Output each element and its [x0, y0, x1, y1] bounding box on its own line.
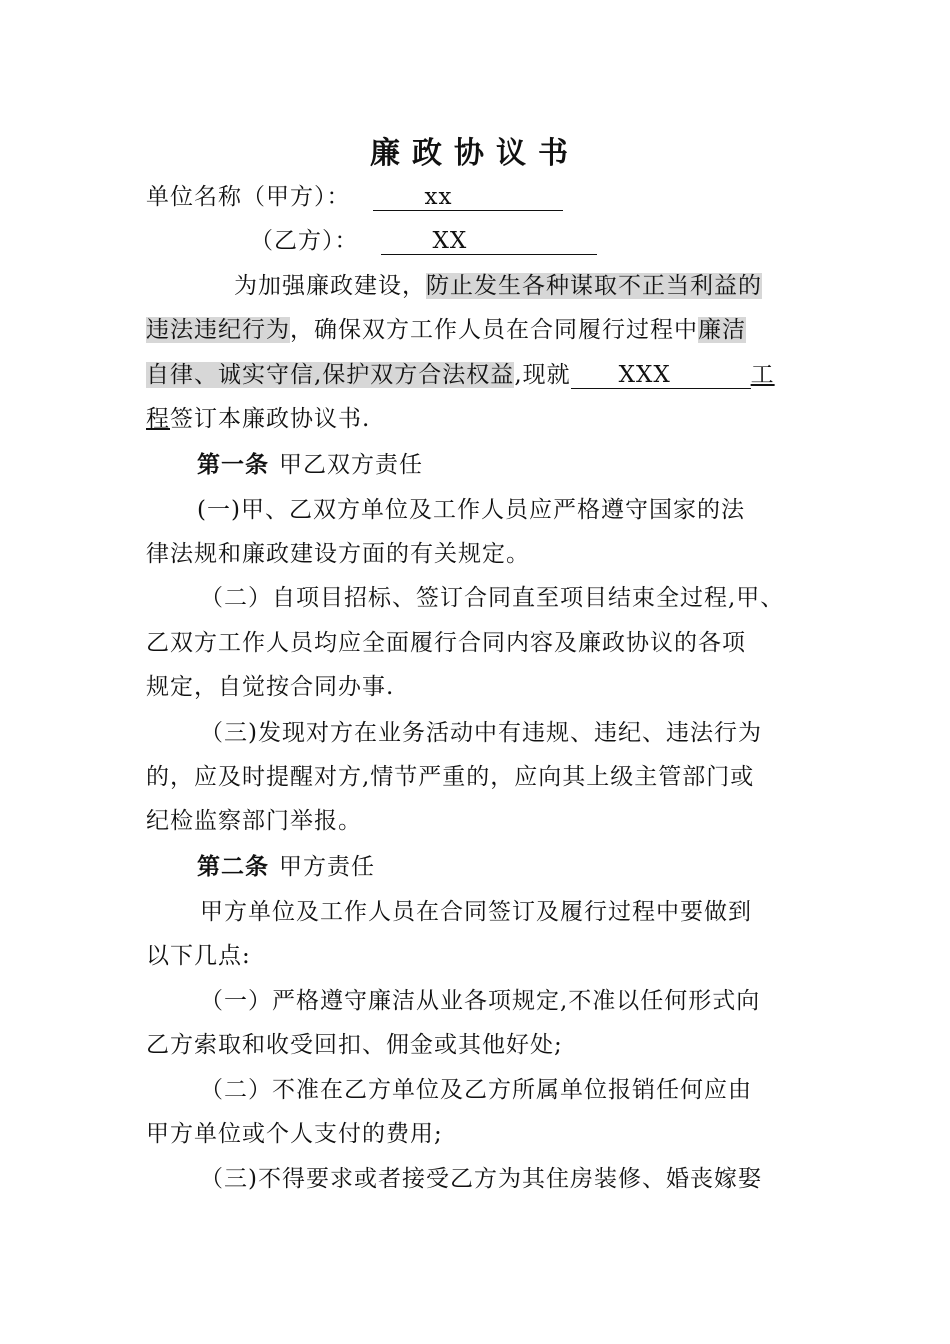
party-a-label: 单位名称（甲方）： [146, 184, 351, 210]
party-b-value: XX [381, 228, 597, 255]
intro-text: ，确保双方工作人员在合同履行过程中 [290, 317, 698, 343]
article-1-heading [197, 450, 423, 480]
intro-highlight: 违法违纪行为 [146, 317, 290, 343]
article-number: 第一条 [197, 451, 269, 478]
article-2-heading [197, 852, 375, 882]
party-b-label: （乙方）： [250, 228, 359, 254]
paragraph-line: 乙双方工作人员均应全面履行合同内容及廉政协议的各项 [146, 630, 746, 656]
intro-line-4 [146, 404, 370, 434]
paragraph-line: 乙方索取和收受回扣、佣金或其他好处; [146, 1032, 563, 1058]
paragraph-line: 甲方单位或个人支付的费用; [146, 1121, 443, 1147]
paragraph-line: 规定，自觉按合同办事. [146, 674, 395, 700]
intro-underlined: 工 [750, 362, 775, 388]
article-title: 甲乙双方责任 [279, 452, 423, 478]
article-number: 第二条 [197, 853, 269, 880]
paragraph-line: 纪检监察部门举报。 [146, 808, 362, 834]
party-b-row [250, 226, 597, 256]
paragraph-line: （三)不得要求或者接受乙方为其住房装修、婚丧嫁娶 [200, 1166, 762, 1192]
party-a-row [146, 182, 563, 212]
intro-text: 为加强廉政建设， [234, 273, 426, 299]
intro-highlight: 廉洁 [698, 317, 746, 343]
article-title: 甲方责任 [279, 854, 375, 880]
intro-underlined: 程 [146, 406, 170, 432]
paragraph-line: 以下几点: [146, 943, 251, 969]
party-a-value: xx [373, 184, 563, 211]
paragraph-line: 的，应及时提醒对方,情节严重的，应向其上级主管部门或 [146, 764, 755, 790]
paragraph-line: （二）不准在乙方单位及乙方所属单位报销任何应由 [200, 1077, 752, 1103]
intro-highlight: 防止发生各种谋取不正当利益的 [426, 273, 762, 299]
paragraph-line: （二）自项目招标、签订合同直至项目结束全过程,甲、 [200, 585, 785, 611]
intro-line-3 [146, 360, 775, 390]
intro-text: ,现就 [514, 362, 571, 388]
paragraph-line: 律法规和廉政建设方面的有关规定。 [146, 541, 530, 567]
paragraph-line: 甲方单位及工作人员在合同签订及履行过程中要做到 [200, 899, 752, 925]
intro-line-1 [234, 271, 762, 301]
paragraph-line: （三)发现对方在业务活动中有违规、违纪、违法行为 [200, 720, 762, 746]
intro-text: 签订本廉政协议书. [170, 406, 371, 432]
intro-highlight: 自律、诚实守信,保护双方合法权益 [146, 362, 515, 388]
paragraph-line: （一）严格遵守廉洁从业各项规定,不准以任何形式向 [200, 988, 761, 1014]
intro-line-2 [146, 315, 746, 345]
paragraph-line: (一)甲、乙双方单位及工作人员应严格遵守国家的法 [197, 497, 745, 523]
project-name-field: XXX [571, 362, 751, 389]
document-title: 廉政协议书 [370, 136, 580, 171]
